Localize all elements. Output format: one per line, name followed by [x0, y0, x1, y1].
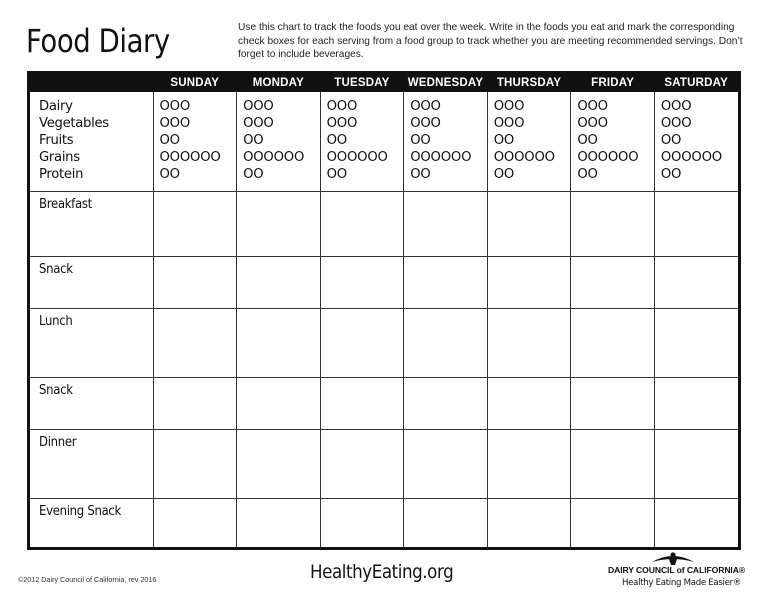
grains-checkboxes[interactable]: OOOOOO — [660, 150, 722, 165]
dairy-checkboxes[interactable]: OOO — [493, 99, 525, 114]
meal-label-evening-snack: Evening Snack — [30, 498, 153, 547]
fruits-checkboxes[interactable]: OO — [577, 133, 598, 148]
entry-cell[interactable] — [320, 429, 404, 498]
entry-cell[interactable] — [654, 377, 738, 429]
entry-cell[interactable] — [654, 429, 738, 498]
entry-cell[interactable] — [487, 498, 571, 547]
food-group-grains: Grains — [39, 150, 80, 165]
entry-cell[interactable] — [320, 256, 404, 308]
vegetables-checkboxes[interactable]: OOO — [243, 116, 274, 131]
day-header-row — [30, 74, 738, 92]
fruits-checkboxes[interactable]: OO — [493, 133, 515, 148]
entry-cell[interactable] — [404, 429, 488, 498]
dairy-checkboxes[interactable]: OOO — [660, 99, 692, 114]
meal-row-lunch — [30, 308, 738, 377]
meal-row-breakfast — [30, 191, 738, 256]
entry-cell[interactable] — [320, 191, 404, 256]
protein-checkboxes[interactable]: OO — [660, 167, 682, 182]
vegetables-checkboxes[interactable]: OOO — [159, 116, 191, 131]
dairy-council-logo — [604, 552, 744, 592]
copyright-text: ©2012 Dairy Council of California, rev 2016 — [18, 575, 157, 584]
servings-cell[interactable] — [654, 92, 738, 191]
entry-cell[interactable] — [153, 498, 237, 547]
entry-cell[interactable] — [237, 429, 321, 498]
person-arc-icon — [650, 552, 696, 566]
day-header-saturday: SATURDAY — [654, 74, 738, 92]
food-group-labels — [30, 92, 153, 191]
meal-label-snack: Snack — [30, 377, 153, 429]
entry-cell[interactable] — [320, 308, 404, 377]
meal-row-evening-snack — [30, 498, 738, 547]
entry-cell[interactable] — [153, 377, 237, 429]
entry-cell[interactable] — [571, 191, 655, 256]
meal-row-snack — [30, 377, 738, 429]
food-diary-chart — [27, 71, 741, 550]
day-header-thursday: THURSDAY — [487, 74, 571, 92]
servings-cell[interactable] — [404, 92, 488, 191]
servings-cell[interactable] — [153, 92, 237, 191]
day-header-tuesday: TUESDAY — [320, 74, 404, 92]
entry-cell[interactable] — [654, 256, 738, 308]
grains-checkboxes[interactable]: OOOOOO — [410, 150, 472, 165]
dairy-checkboxes[interactable]: OOO — [159, 99, 191, 114]
servings-cell[interactable] — [320, 92, 404, 191]
entry-cell[interactable] — [571, 377, 655, 429]
entry-cell[interactable] — [404, 498, 488, 547]
vegetables-checkboxes[interactable]: OOO — [660, 116, 692, 131]
servings-row — [30, 92, 738, 191]
vegetables-checkboxes[interactable]: OOO — [410, 116, 441, 131]
meal-label-lunch: Lunch — [30, 308, 153, 377]
entry-cell[interactable] — [153, 308, 237, 377]
entry-cell[interactable] — [320, 377, 404, 429]
servings-cell[interactable] — [487, 92, 571, 191]
entry-cell[interactable] — [320, 498, 404, 547]
logo-tagline: Healthy Eating Made Easier® — [622, 578, 742, 588]
entry-cell[interactable] — [571, 429, 655, 498]
fruits-checkboxes[interactable]: OO — [159, 133, 180, 148]
entry-cell[interactable] — [487, 308, 571, 377]
food-group-vegetables: Vegetables — [39, 116, 109, 131]
day-header-monday: MONDAY — [237, 74, 321, 92]
entry-cell[interactable] — [571, 498, 655, 547]
dairy-checkboxes[interactable]: OOO — [410, 99, 441, 114]
grains-checkboxes[interactable]: OOOOOO — [493, 150, 555, 165]
vegetables-checkboxes[interactable]: OOO — [326, 116, 358, 131]
website-link[interactable]: HealthyEating.org — [310, 561, 454, 583]
grains-checkboxes[interactable]: OOOOOO — [243, 150, 305, 165]
day-header-sunday: SUNDAY — [153, 74, 237, 92]
food-group-dairy: Dairy — [39, 99, 73, 114]
day-header-friday: FRIDAY — [571, 74, 655, 92]
header-corner — [30, 74, 153, 92]
entry-cell[interactable] — [487, 191, 571, 256]
grains-checkboxes[interactable]: OOOOOO — [326, 150, 388, 165]
entry-cell[interactable] — [237, 377, 321, 429]
entry-cell[interactable] — [487, 256, 571, 308]
fruits-checkboxes[interactable]: OO — [660, 133, 682, 148]
entry-cell[interactable] — [153, 191, 237, 256]
entry-cell[interactable] — [654, 191, 738, 256]
entry-cell[interactable] — [404, 377, 488, 429]
entry-cell[interactable] — [237, 256, 321, 308]
entry-cell[interactable] — [237, 191, 321, 256]
entry-cell[interactable] — [654, 308, 738, 377]
food-group-protein: Protein — [39, 167, 84, 182]
food-group-fruits: Fruits — [39, 133, 74, 148]
entry-cell[interactable] — [404, 308, 488, 377]
entry-cell[interactable] — [571, 256, 655, 308]
protein-checkboxes[interactable]: OO — [243, 167, 264, 182]
meal-row-dinner — [30, 429, 738, 498]
fruits-checkboxes[interactable]: OO — [410, 133, 431, 148]
vegetables-checkboxes[interactable]: OOO — [577, 116, 608, 131]
entry-cell[interactable] — [487, 429, 571, 498]
meal-label-dinner: Dinner — [30, 429, 153, 498]
grains-checkboxes[interactable]: OOOOOO — [577, 150, 639, 165]
dairy-checkboxes[interactable]: OOO — [326, 99, 358, 114]
logo-name: DAIRY COUNCIL of CALIFORNIA® — [608, 565, 746, 575]
diary-table — [30, 74, 738, 547]
entry-cell[interactable] — [237, 498, 321, 547]
protein-checkboxes[interactable]: OO — [577, 167, 598, 182]
dairy-checkboxes[interactable]: OOO — [577, 99, 608, 114]
servings-cell[interactable] — [237, 92, 321, 191]
fruits-checkboxes[interactable]: OO — [326, 133, 347, 148]
vegetables-checkboxes[interactable]: OOO — [493, 116, 525, 131]
meal-label-snack: Snack — [30, 256, 153, 308]
entry-cell[interactable] — [487, 377, 571, 429]
protein-checkboxes[interactable]: OO — [159, 167, 180, 182]
meal-label-breakfast: Breakfast — [30, 191, 153, 256]
entry-cell[interactable] — [654, 498, 738, 547]
protein-checkboxes[interactable]: OO — [326, 167, 347, 182]
instructions-text: Use this chart to track the foods you eat over the week. Write in the foods you eat and mark the corresponding check boxes for each serving from a food group to track whether you are meeting recommended servings. Don’t forget to include beverages. — [238, 22, 743, 60]
servings-cell[interactable] — [571, 92, 655, 191]
entry-cell[interactable] — [404, 191, 488, 256]
protein-checkboxes[interactable]: OO — [493, 167, 515, 182]
entry-cell[interactable] — [404, 256, 488, 308]
entry-cell[interactable] — [571, 308, 655, 377]
entry-cell[interactable] — [153, 256, 237, 308]
grains-checkboxes[interactable]: OOOOOO — [159, 150, 221, 165]
protein-checkboxes[interactable]: OO — [410, 167, 431, 182]
meal-row-snack — [30, 256, 738, 308]
page-title: Food Diary — [26, 22, 170, 60]
fruits-checkboxes[interactable]: OO — [243, 133, 264, 148]
entry-cell[interactable] — [237, 308, 321, 377]
entry-cell[interactable] — [153, 429, 237, 498]
day-header-wednesday: WEDNESDAY — [404, 74, 488, 92]
dairy-checkboxes[interactable]: OOO — [243, 99, 274, 114]
